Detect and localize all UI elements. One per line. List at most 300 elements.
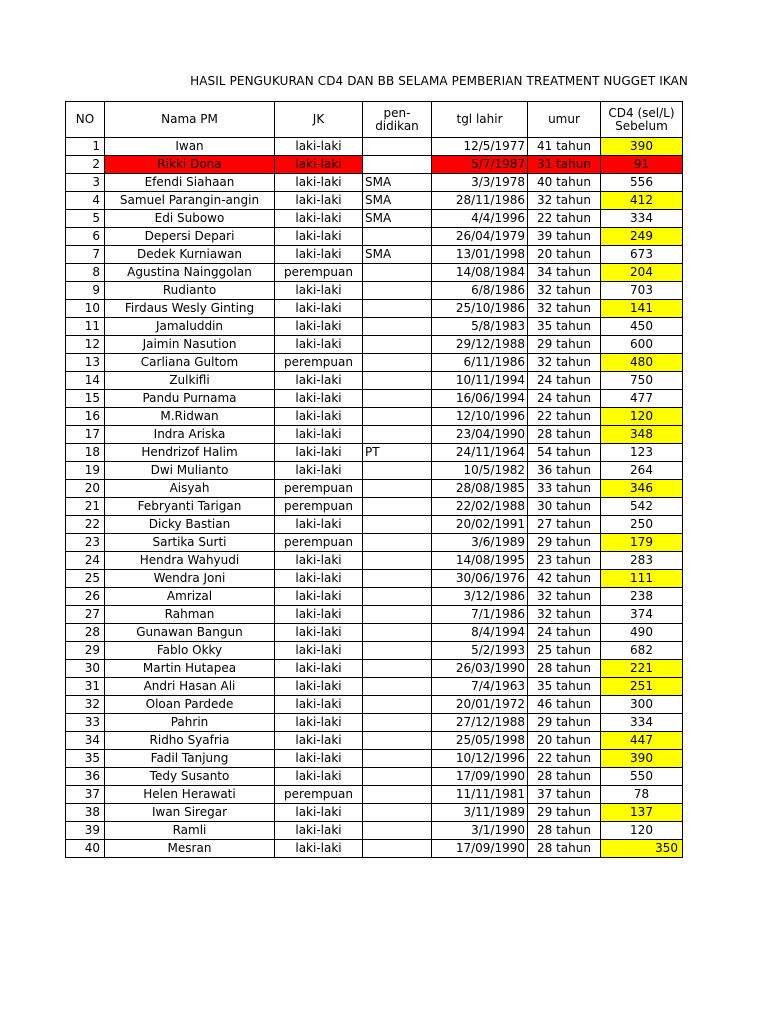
cell-cd4[interactable]: 204 xyxy=(601,264,683,282)
cell-tgl-lahir[interactable]: 17/09/1990 xyxy=(432,768,528,786)
cell-nama[interactable]: Firdaus Wesly Ginting xyxy=(105,300,275,318)
cell-tgl-lahir[interactable]: 23/04/1990 xyxy=(432,426,528,444)
sheet-title: HASIL PENGUKURAN CD4 DAN BB SELAMA PEMBERIAN TREATMENT NUGGET IKAN xyxy=(190,74,688,88)
header-cd4[interactable] xyxy=(601,102,683,138)
cell-jk[interactable]: laki-laki xyxy=(275,156,363,174)
cell-jk[interactable]: perempuan xyxy=(275,786,363,804)
cell-pendidikan[interactable] xyxy=(363,624,432,642)
cell-umur[interactable]: 24 tahun xyxy=(528,372,601,390)
cell-cd4[interactable]: 600 xyxy=(601,336,683,354)
cell-tgl-lahir[interactable]: 3/6/1989 xyxy=(432,534,528,552)
cell-tgl-lahir[interactable]: 14/08/1995 xyxy=(432,552,528,570)
cell-cd4[interactable]: 249 xyxy=(601,228,683,246)
cell-pendidikan[interactable] xyxy=(363,552,432,570)
cell-no[interactable]: 2 xyxy=(66,156,105,174)
table-row xyxy=(66,138,683,156)
cell-cd4[interactable]: 120 xyxy=(601,822,683,840)
cell-pendidikan[interactable]: PT xyxy=(363,444,432,462)
cell-nama[interactable]: Rahman xyxy=(105,606,275,624)
cell-tgl-lahir[interactable]: 4/4/1996 xyxy=(432,210,528,228)
cell-tgl-lahir[interactable]: 30/06/1976 xyxy=(432,570,528,588)
cell-umur[interactable]: 24 tahun xyxy=(528,390,601,408)
cell-cd4[interactable]: 682 xyxy=(601,642,683,660)
cell-pendidikan[interactable] xyxy=(363,732,432,750)
cell-nama[interactable]: Febryanti Tarigan xyxy=(105,498,275,516)
cell-tgl-lahir[interactable]: 17/09/1990 xyxy=(432,840,528,858)
cell-umur[interactable]: 28 tahun xyxy=(528,660,601,678)
cell-cd4[interactable]: 346 xyxy=(601,480,683,498)
cell-umur[interactable]: 31 tahun xyxy=(528,156,601,174)
cell-no[interactable]: 33 xyxy=(66,714,105,732)
cell-nama[interactable]: Hendrizof Halim xyxy=(105,444,275,462)
table-body xyxy=(66,138,683,858)
cell-pendidikan[interactable]: SMA xyxy=(363,174,432,192)
cell-umur[interactable]: 20 tahun xyxy=(528,246,601,264)
cell-jk[interactable]: laki-laki xyxy=(275,696,363,714)
table-row xyxy=(66,228,683,246)
cell-umur[interactable]: 36 tahun xyxy=(528,462,601,480)
table-row xyxy=(66,390,683,408)
cell-umur[interactable]: 41 tahun xyxy=(528,138,601,156)
cell-no[interactable]: 16 xyxy=(66,408,105,426)
cell-umur[interactable]: 28 tahun xyxy=(528,822,601,840)
cell-nama[interactable]: Rikki Dona xyxy=(105,156,275,174)
cell-tgl-lahir[interactable]: 10/11/1994 xyxy=(432,372,528,390)
cell-nama[interactable]: Rudianto xyxy=(105,282,275,300)
cell-tgl-lahir[interactable]: 25/10/1986 xyxy=(432,300,528,318)
cell-pendidikan[interactable] xyxy=(363,750,432,768)
cell-umur[interactable]: 24 tahun xyxy=(528,624,601,642)
cell-nama[interactable]: M.Ridwan xyxy=(105,408,275,426)
cell-cd4[interactable]: 334 xyxy=(601,210,683,228)
cell-jk[interactable]: laki-laki xyxy=(275,408,363,426)
cell-jk[interactable]: laki-laki xyxy=(275,678,363,696)
cell-umur[interactable]: 30 tahun xyxy=(528,498,601,516)
cell-no[interactable]: 11 xyxy=(66,318,105,336)
cell-cd4[interactable]: 91 xyxy=(601,156,683,174)
table-row xyxy=(66,480,683,498)
cell-umur[interactable]: 28 tahun xyxy=(528,426,601,444)
cell-jk[interactable]: laki-laki xyxy=(275,840,363,858)
cell-pendidikan[interactable] xyxy=(363,768,432,786)
cell-no[interactable]: 38 xyxy=(66,804,105,822)
cell-no[interactable]: 35 xyxy=(66,750,105,768)
cell-cd4[interactable]: 450 xyxy=(601,318,683,336)
cell-tgl-lahir[interactable]: 26/03/1990 xyxy=(432,660,528,678)
cell-cd4[interactable]: 390 xyxy=(601,138,683,156)
cell-tgl-lahir[interactable]: 5/2/1993 xyxy=(432,642,528,660)
cell-umur[interactable]: 23 tahun xyxy=(528,552,601,570)
cell-tgl-lahir[interactable]: 22/02/1988 xyxy=(432,498,528,516)
cell-pendidikan[interactable] xyxy=(363,426,432,444)
cell-umur[interactable]: 22 tahun xyxy=(528,408,601,426)
cell-no[interactable]: 36 xyxy=(66,768,105,786)
cell-pendidikan[interactable] xyxy=(363,642,432,660)
cell-tgl-lahir[interactable]: 8/4/1994 xyxy=(432,624,528,642)
cell-nama[interactable]: Helen Herawati xyxy=(105,786,275,804)
cell-no[interactable]: 15 xyxy=(66,390,105,408)
cell-tgl-lahir[interactable]: 6/8/1986 xyxy=(432,282,528,300)
cell-no[interactable]: 1 xyxy=(66,138,105,156)
cell-no[interactable]: 3 xyxy=(66,174,105,192)
table-row xyxy=(66,588,683,606)
cell-tgl-lahir[interactable]: 10/12/1996 xyxy=(432,750,528,768)
cell-umur[interactable]: 22 tahun xyxy=(528,750,601,768)
cell-umur[interactable]: 42 tahun xyxy=(528,570,601,588)
cell-nama[interactable]: Jamaluddin xyxy=(105,318,275,336)
cell-umur[interactable]: 32 tahun xyxy=(528,192,601,210)
cell-nama[interactable]: Andri Hasan Ali xyxy=(105,678,275,696)
cell-tgl-lahir[interactable]: 16/06/1994 xyxy=(432,390,528,408)
cell-nama[interactable]: Dwi Mulianto xyxy=(105,462,275,480)
table-row xyxy=(66,156,683,174)
cell-pendidikan[interactable] xyxy=(363,372,432,390)
cell-jk[interactable]: laki-laki xyxy=(275,372,363,390)
cell-nama[interactable]: Gunawan Bangun xyxy=(105,624,275,642)
cell-no[interactable]: 21 xyxy=(66,498,105,516)
cell-umur[interactable]: 25 tahun xyxy=(528,642,601,660)
cell-tgl-lahir[interactable]: 10/5/1982 xyxy=(432,462,528,480)
cell-jk[interactable]: laki-laki xyxy=(275,570,363,588)
cell-pendidikan[interactable] xyxy=(363,498,432,516)
cell-nama[interactable]: Depersi Depari xyxy=(105,228,275,246)
cell-nama[interactable]: Fadil Tanjung xyxy=(105,750,275,768)
cell-cd4[interactable]: 283 xyxy=(601,552,683,570)
cell-pendidikan[interactable] xyxy=(363,408,432,426)
header-tgl-lahir[interactable]: tgl lahir xyxy=(432,102,528,138)
cell-umur[interactable]: 22 tahun xyxy=(528,210,601,228)
cell-pendidikan[interactable] xyxy=(363,156,432,174)
cell-cd4[interactable]: 750 xyxy=(601,372,683,390)
cell-cd4[interactable]: 251 xyxy=(601,678,683,696)
cell-pendidikan[interactable]: SMA xyxy=(363,192,432,210)
cell-umur[interactable]: 34 tahun xyxy=(528,264,601,282)
cell-pendidikan[interactable] xyxy=(363,354,432,372)
cell-jk[interactable]: laki-laki xyxy=(275,516,363,534)
cell-nama[interactable]: Ramli xyxy=(105,822,275,840)
cell-pendidikan[interactable] xyxy=(363,300,432,318)
cell-jk[interactable]: perempuan xyxy=(275,498,363,516)
cell-nama[interactable]: Sartika Surti xyxy=(105,534,275,552)
cell-pendidikan[interactable] xyxy=(363,480,432,498)
cell-no[interactable]: 10 xyxy=(66,300,105,318)
cell-tgl-lahir[interactable]: 29/12/1988 xyxy=(432,336,528,354)
cell-umur[interactable]: 37 tahun xyxy=(528,786,601,804)
cell-pendidikan[interactable]: SMA xyxy=(363,246,432,264)
cell-no[interactable]: 6 xyxy=(66,228,105,246)
cell-pendidikan[interactable] xyxy=(363,138,432,156)
cell-cd4[interactable]: 123 xyxy=(601,444,683,462)
cell-tgl-lahir[interactable]: 7/4/1963 xyxy=(432,678,528,696)
cell-tgl-lahir[interactable]: 7/1/1986 xyxy=(432,606,528,624)
cell-jk[interactable]: laki-laki xyxy=(275,750,363,768)
cell-cd4[interactable]: 390 xyxy=(601,750,683,768)
cell-cd4[interactable]: 78 xyxy=(601,786,683,804)
cell-no[interactable]: 28 xyxy=(66,624,105,642)
cell-nama[interactable]: Indra Ariska xyxy=(105,426,275,444)
cell-cd4[interactable]: 141 xyxy=(601,300,683,318)
cell-tgl-lahir[interactable]: 20/02/1991 xyxy=(432,516,528,534)
cell-nama[interactable]: Dicky Bastian xyxy=(105,516,275,534)
cell-pendidikan[interactable] xyxy=(363,822,432,840)
cell-nama[interactable]: Jaimin Nasution xyxy=(105,336,275,354)
cell-cd4[interactable]: 374 xyxy=(601,606,683,624)
cell-tgl-lahir[interactable]: 11/11/1981 xyxy=(432,786,528,804)
cell-jk[interactable]: perempuan xyxy=(275,480,363,498)
cell-tgl-lahir[interactable]: 24/11/1964 xyxy=(432,444,528,462)
cell-no[interactable]: 8 xyxy=(66,264,105,282)
cell-tgl-lahir[interactable]: 3/3/1978 xyxy=(432,174,528,192)
cell-nama[interactable]: Martin Hutapea xyxy=(105,660,275,678)
cell-cd4[interactable]: 477 xyxy=(601,390,683,408)
table-row xyxy=(66,822,683,840)
cell-tgl-lahir[interactable]: 3/1/1990 xyxy=(432,822,528,840)
cell-no[interactable]: 37 xyxy=(66,786,105,804)
cell-cd4[interactable]: 447 xyxy=(601,732,683,750)
cell-jk[interactable]: laki-laki xyxy=(275,462,363,480)
cell-no[interactable]: 23 xyxy=(66,534,105,552)
cell-jk[interactable]: laki-laki xyxy=(275,138,363,156)
cell-cd4[interactable]: 264 xyxy=(601,462,683,480)
cell-tgl-lahir[interactable]: 12/5/1977 xyxy=(432,138,528,156)
cell-nama[interactable]: Oloan Pardede xyxy=(105,696,275,714)
cell-no[interactable]: 30 xyxy=(66,660,105,678)
cell-no[interactable]: 26 xyxy=(66,588,105,606)
cell-nama[interactable]: Dedek Kurniawan xyxy=(105,246,275,264)
cell-jk[interactable]: perempuan xyxy=(275,354,363,372)
cell-no[interactable]: 7 xyxy=(66,246,105,264)
cell-nama[interactable]: Pahrin xyxy=(105,714,275,732)
cell-jk[interactable]: laki-laki xyxy=(275,714,363,732)
cell-pendidikan[interactable] xyxy=(363,696,432,714)
cell-jk[interactable]: laki-laki xyxy=(275,642,363,660)
cell-no[interactable]: 18 xyxy=(66,444,105,462)
cell-no[interactable]: 12 xyxy=(66,336,105,354)
cell-umur[interactable]: 20 tahun xyxy=(528,732,601,750)
cell-umur[interactable]: 40 tahun xyxy=(528,174,601,192)
cell-tgl-lahir[interactable]: 28/08/1985 xyxy=(432,480,528,498)
cell-umur[interactable]: 39 tahun xyxy=(528,228,601,246)
cell-jk[interactable]: laki-laki xyxy=(275,624,363,642)
cell-jk[interactable]: laki-laki xyxy=(275,588,363,606)
cell-nama[interactable]: Agustina Nainggolan xyxy=(105,264,275,282)
cell-nama[interactable]: Zulkifli xyxy=(105,372,275,390)
cell-tgl-lahir[interactable]: 6/11/1986 xyxy=(432,354,528,372)
table-row xyxy=(66,840,683,858)
cell-umur[interactable]: 54 tahun xyxy=(528,444,601,462)
cell-jk[interactable]: laki-laki xyxy=(275,174,363,192)
cell-pendidikan[interactable] xyxy=(363,804,432,822)
cell-tgl-lahir[interactable]: 5/7/1987 xyxy=(432,156,528,174)
cell-umur[interactable]: 32 tahun xyxy=(528,588,601,606)
cell-pendidikan[interactable] xyxy=(363,840,432,858)
cell-umur[interactable]: 28 tahun xyxy=(528,768,601,786)
cell-pendidikan[interactable] xyxy=(363,390,432,408)
cell-no[interactable]: 27 xyxy=(66,606,105,624)
cell-pendidikan[interactable] xyxy=(363,678,432,696)
cell-tgl-lahir[interactable]: 14/08/1984 xyxy=(432,264,528,282)
cell-jk[interactable]: laki-laki xyxy=(275,444,363,462)
cell-cd4[interactable]: 673 xyxy=(601,246,683,264)
cell-tgl-lahir[interactable]: 12/10/1996 xyxy=(432,408,528,426)
table-row xyxy=(66,372,683,390)
cell-umur[interactable]: 29 tahun xyxy=(528,534,601,552)
header-no[interactable]: NO xyxy=(66,102,105,138)
cell-nama[interactable]: Hendra Wahyudi xyxy=(105,552,275,570)
cell-cd4[interactable]: 137 xyxy=(601,804,683,822)
cell-umur[interactable]: 29 tahun xyxy=(528,336,601,354)
header-nama[interactable]: Nama PM xyxy=(105,102,275,138)
cell-pendidikan[interactable] xyxy=(363,606,432,624)
cell-nama[interactable]: Efendi Siahaan xyxy=(105,174,275,192)
cell-tgl-lahir[interactable]: 20/01/1972 xyxy=(432,696,528,714)
cell-umur[interactable]: 32 tahun xyxy=(528,606,601,624)
cell-nama[interactable]: Aisyah xyxy=(105,480,275,498)
cell-no[interactable]: 29 xyxy=(66,642,105,660)
cell-jk[interactable]: laki-laki xyxy=(275,318,363,336)
cell-nama[interactable]: Edi Subowo xyxy=(105,210,275,228)
cell-nama[interactable]: Mesran xyxy=(105,840,275,858)
cell-jk[interactable]: laki-laki xyxy=(275,192,363,210)
cell-umur[interactable]: 29 tahun xyxy=(528,714,601,732)
cell-no[interactable]: 22 xyxy=(66,516,105,534)
cell-no[interactable]: 32 xyxy=(66,696,105,714)
cell-cd4[interactable]: 348 xyxy=(601,426,683,444)
cell-jk[interactable]: laki-laki xyxy=(275,660,363,678)
cell-umur[interactable]: 32 tahun xyxy=(528,282,601,300)
cell-cd4[interactable]: 111 xyxy=(601,570,683,588)
cell-jk[interactable]: laki-laki xyxy=(275,552,363,570)
cell-tgl-lahir[interactable]: 5/8/1983 xyxy=(432,318,528,336)
cell-jk[interactable]: laki-laki xyxy=(275,606,363,624)
cell-tgl-lahir[interactable]: 27/12/1988 xyxy=(432,714,528,732)
cell-pendidikan[interactable] xyxy=(363,588,432,606)
cell-umur[interactable]: 46 tahun xyxy=(528,696,601,714)
cell-umur[interactable]: 35 tahun xyxy=(528,318,601,336)
cell-no[interactable]: 40 xyxy=(66,840,105,858)
cell-no[interactable]: 13 xyxy=(66,354,105,372)
cell-cd4[interactable]: 179 xyxy=(601,534,683,552)
cell-no[interactable]: 25 xyxy=(66,570,105,588)
cell-nama[interactable]: Amrizal xyxy=(105,588,275,606)
cell-umur[interactable]: 33 tahun xyxy=(528,480,601,498)
header-pendidikan[interactable] xyxy=(363,102,432,138)
cell-cd4[interactable]: 350 xyxy=(601,840,683,858)
cell-cd4[interactable]: 480 xyxy=(601,354,683,372)
cell-pendidikan[interactable] xyxy=(363,714,432,732)
cell-cd4[interactable]: 238 xyxy=(601,588,683,606)
cell-jk[interactable]: laki-laki xyxy=(275,768,363,786)
cell-cd4[interactable]: 556 xyxy=(601,174,683,192)
cell-cd4[interactable]: 120 xyxy=(601,408,683,426)
cell-umur[interactable]: 32 tahun xyxy=(528,300,601,318)
cell-nama[interactable]: Fablo Okky xyxy=(105,642,275,660)
cell-cd4[interactable]: 334 xyxy=(601,714,683,732)
cell-nama[interactable]: Iwan xyxy=(105,138,275,156)
cell-cd4[interactable]: 550 xyxy=(601,768,683,786)
cell-cd4[interactable]: 412 xyxy=(601,192,683,210)
cell-no[interactable]: 17 xyxy=(66,426,105,444)
cell-jk[interactable]: laki-laki xyxy=(275,732,363,750)
cell-cd4[interactable]: 703 xyxy=(601,282,683,300)
cell-no[interactable]: 39 xyxy=(66,822,105,840)
cell-pendidikan[interactable] xyxy=(363,282,432,300)
cell-umur[interactable]: 28 tahun xyxy=(528,840,601,858)
cell-no[interactable]: 14 xyxy=(66,372,105,390)
cell-no[interactable]: 9 xyxy=(66,282,105,300)
cell-umur[interactable]: 29 tahun xyxy=(528,804,601,822)
cell-jk[interactable]: laki-laki xyxy=(275,426,363,444)
cell-umur[interactable]: 27 tahun xyxy=(528,516,601,534)
cell-cd4[interactable]: 542 xyxy=(601,498,683,516)
cell-no[interactable]: 5 xyxy=(66,210,105,228)
cell-jk[interactable]: laki-laki xyxy=(275,228,363,246)
cell-cd4[interactable]: 300 xyxy=(601,696,683,714)
cell-jk[interactable]: perempuan xyxy=(275,264,363,282)
cell-nama[interactable]: Samuel Parangin-angin xyxy=(105,192,275,210)
cell-umur[interactable]: 32 tahun xyxy=(528,354,601,372)
cell-tgl-lahir[interactable]: 3/11/1989 xyxy=(432,804,528,822)
cell-umur[interactable]: 35 tahun xyxy=(528,678,601,696)
cell-no[interactable]: 34 xyxy=(66,732,105,750)
cell-pendidikan[interactable] xyxy=(363,318,432,336)
cell-nama[interactable]: Pandu Purnama xyxy=(105,390,275,408)
cell-no[interactable]: 19 xyxy=(66,462,105,480)
cell-pendidikan[interactable] xyxy=(363,264,432,282)
cell-no[interactable]: 20 xyxy=(66,480,105,498)
cell-tgl-lahir[interactable]: 28/11/1986 xyxy=(432,192,528,210)
table-row xyxy=(66,462,683,480)
cell-nama[interactable]: Iwan Siregar xyxy=(105,804,275,822)
cell-no[interactable]: 31 xyxy=(66,678,105,696)
cell-jk[interactable]: laki-laki xyxy=(275,282,363,300)
cell-no[interactable]: 4 xyxy=(66,192,105,210)
cell-no[interactable]: 24 xyxy=(66,552,105,570)
cell-jk[interactable]: laki-laki xyxy=(275,246,363,264)
cell-jk[interactable]: laki-laki xyxy=(275,336,363,354)
cell-tgl-lahir[interactable]: 26/04/1979 xyxy=(432,228,528,246)
cell-nama[interactable]: Wendra Joni xyxy=(105,570,275,588)
table-row xyxy=(66,768,683,786)
cell-pendidikan[interactable] xyxy=(363,462,432,480)
cell-tgl-lahir[interactable]: 3/12/1986 xyxy=(432,588,528,606)
cell-nama[interactable]: Carliana Gultom xyxy=(105,354,275,372)
cell-tgl-lahir[interactable]: 13/01/1998 xyxy=(432,246,528,264)
cell-jk[interactable]: laki-laki xyxy=(275,210,363,228)
cell-cd4[interactable]: 250 xyxy=(601,516,683,534)
cell-pendidikan[interactable] xyxy=(363,660,432,678)
cell-pendidikan[interactable] xyxy=(363,228,432,246)
cell-pendidikan[interactable] xyxy=(363,570,432,588)
cell-tgl-lahir[interactable]: 25/05/1998 xyxy=(432,732,528,750)
cell-cd4[interactable]: 490 xyxy=(601,624,683,642)
cell-pendidikan[interactable] xyxy=(363,786,432,804)
cell-nama[interactable]: Ridho Syafria xyxy=(105,732,275,750)
cell-jk[interactable]: laki-laki xyxy=(275,804,363,822)
cell-cd4[interactable]: 221 xyxy=(601,660,683,678)
cell-nama[interactable]: Tedy Susanto xyxy=(105,768,275,786)
cell-pendidikan[interactable] xyxy=(363,516,432,534)
cell-jk[interactable]: laki-laki xyxy=(275,390,363,408)
cell-jk[interactable]: laki-laki xyxy=(275,822,363,840)
cell-jk[interactable]: laki-laki xyxy=(275,300,363,318)
header-jk[interactable]: JK xyxy=(275,102,363,138)
cell-pendidikan[interactable] xyxy=(363,336,432,354)
cell-pendidikan[interactable]: SMA xyxy=(363,210,432,228)
cell-jk[interactable]: perempuan xyxy=(275,534,363,552)
header-umur[interactable]: umur xyxy=(528,102,601,138)
cell-pendidikan[interactable] xyxy=(363,534,432,552)
